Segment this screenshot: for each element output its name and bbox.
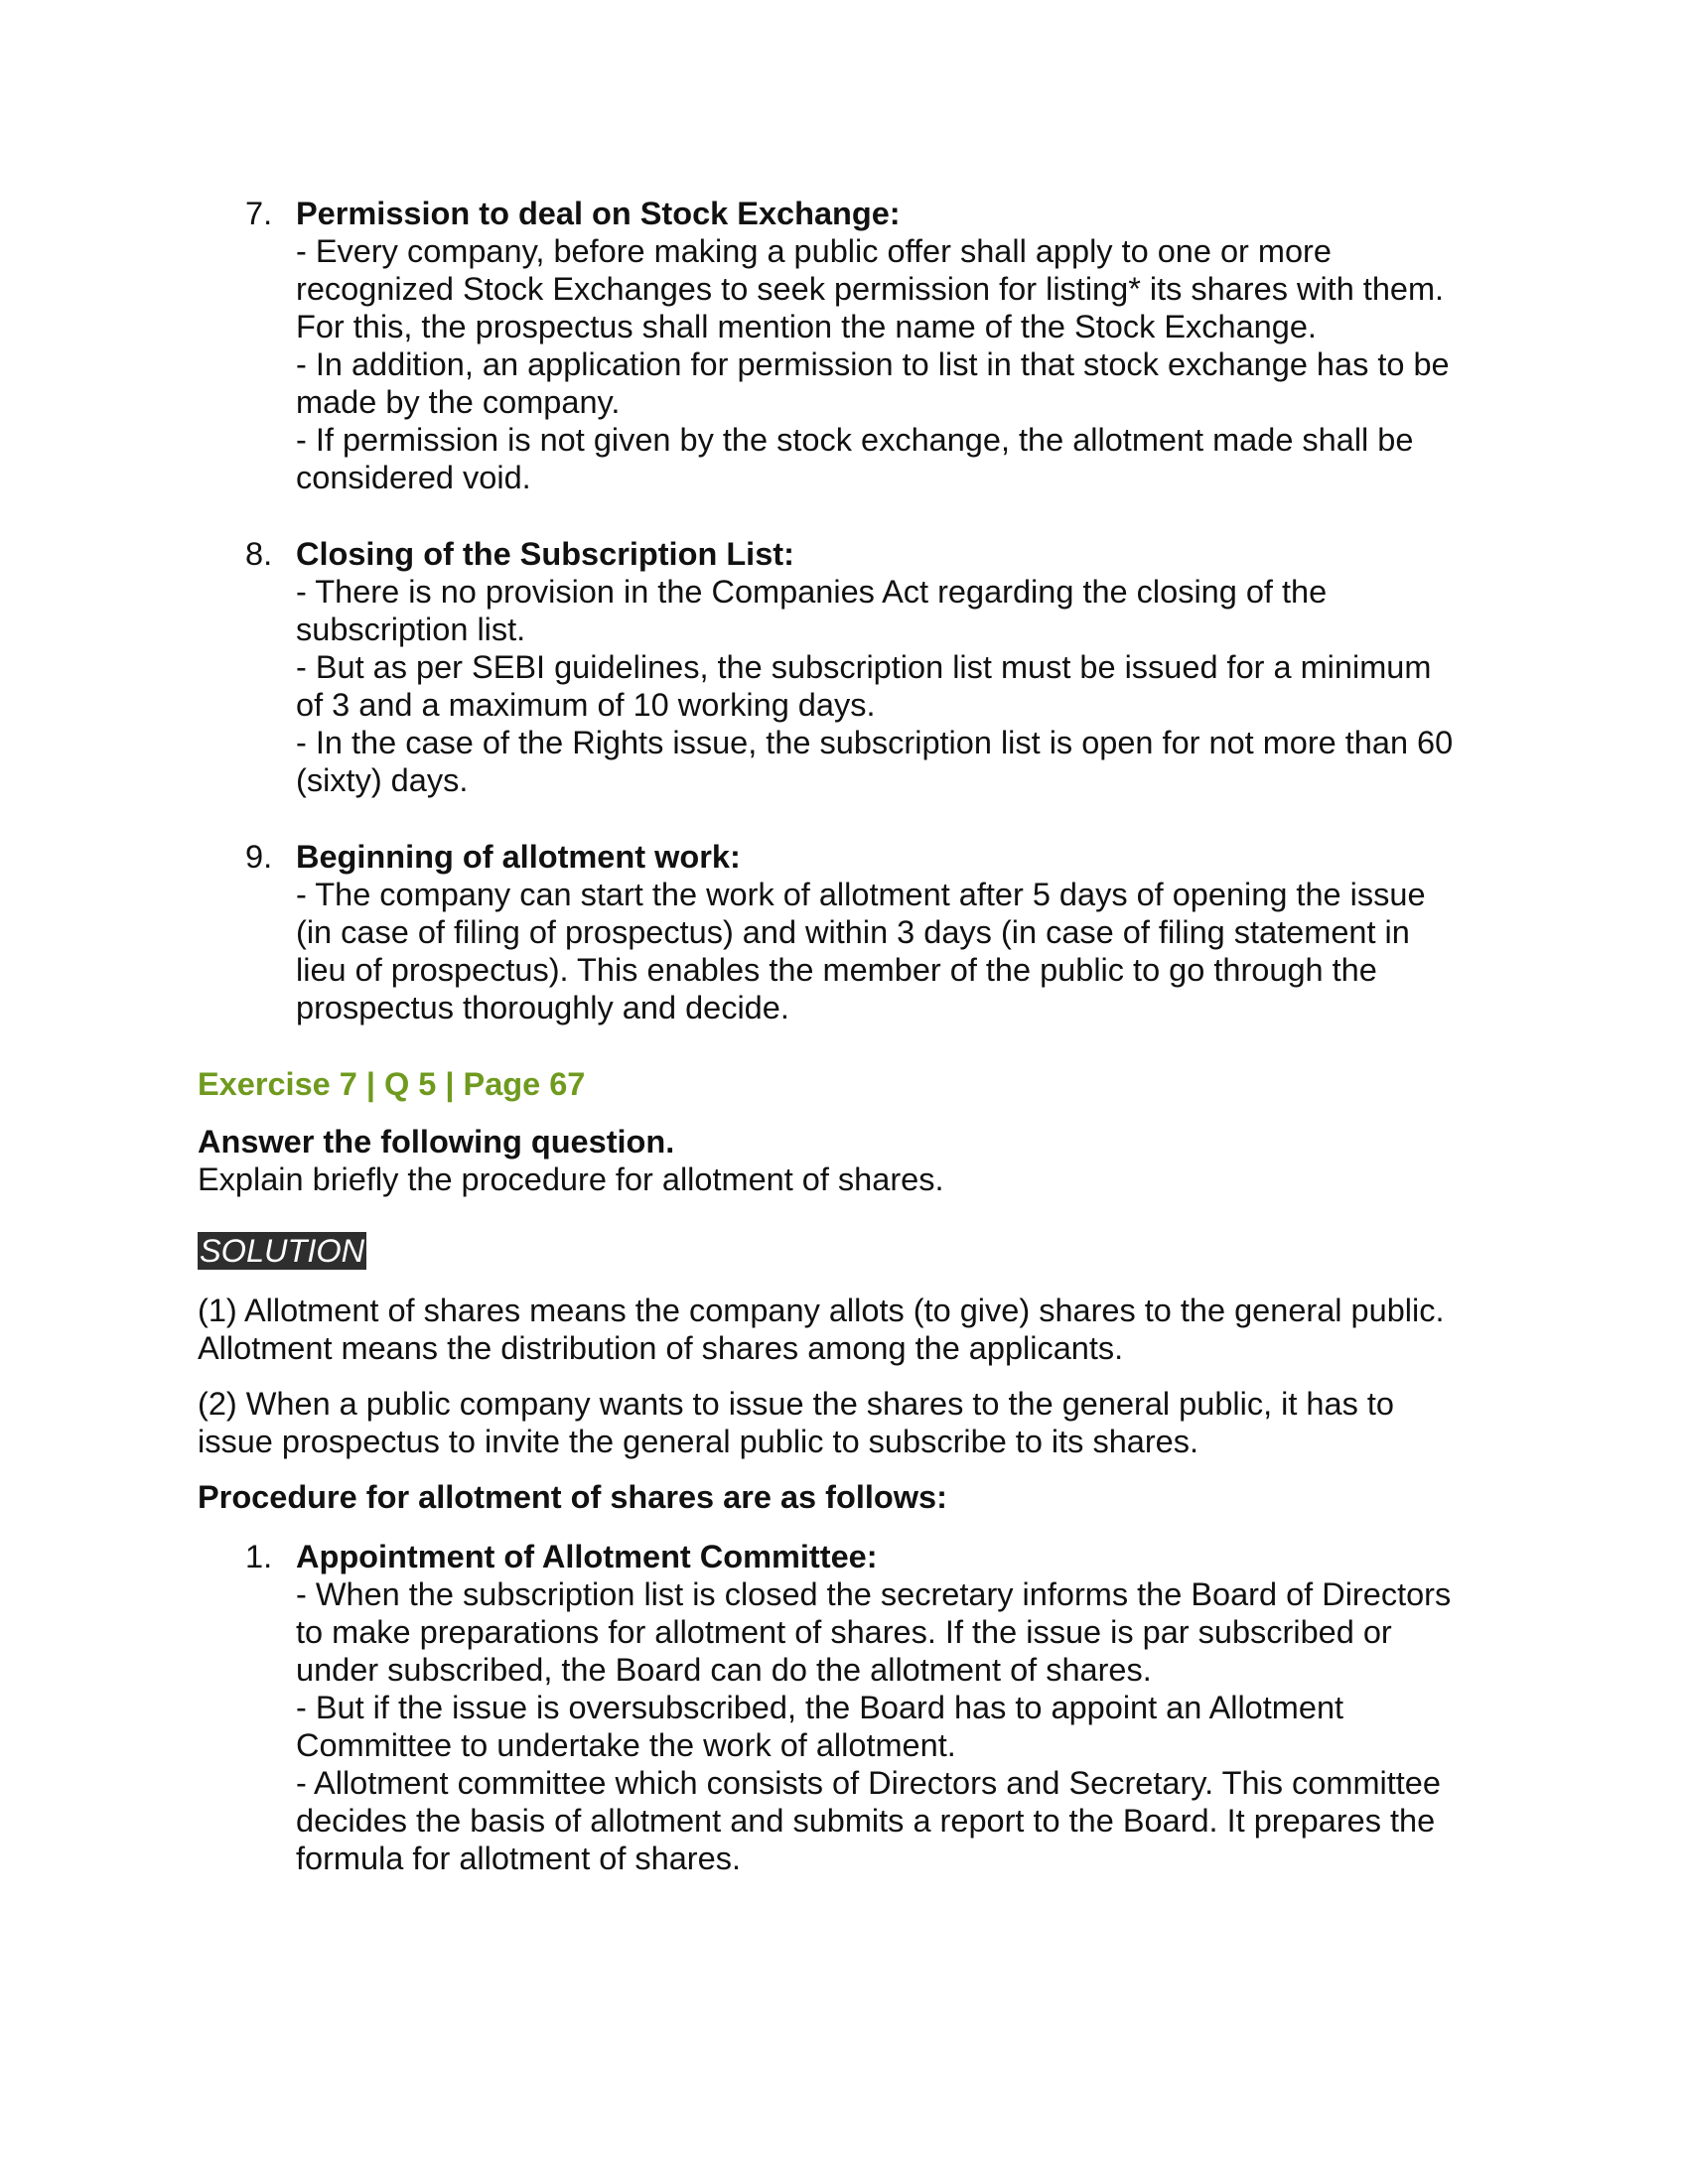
- solution-paragraph-2: [198, 1385, 1488, 1460]
- item-line: - In addition, an application for permission to list in that stock exchange has to be: [296, 346, 1450, 382]
- item-line: subscription list.: [296, 612, 526, 647]
- item-line: recognized Stock Exchanges to seek permission for listing* its shares with them.: [296, 271, 1445, 307]
- item-line: to make preparations for allotment of shares. If the issue is par subscribed or: [296, 1614, 1392, 1650]
- list-item-allotment-committee: [198, 1538, 1488, 1877]
- solution-line: Allotment means the distribution of shares among the applicants.: [198, 1330, 1124, 1366]
- list-item-beginning-allotment-work: [198, 838, 1488, 1026]
- item-line: decides the basis of allotment and submits a report to the Board. It prepares the: [296, 1803, 1436, 1839]
- item-number: 7.: [245, 196, 273, 231]
- item-line: Committee to undertake the work of allotment.: [296, 1727, 956, 1763]
- item-line: lieu of prospectus). This enables the member of the public to go through the: [296, 952, 1377, 988]
- list-item-stock-exchange-permission: [198, 195, 1488, 496]
- item-number: 1.: [245, 1539, 273, 1574]
- item-line: prospectus thoroughly and decide.: [296, 990, 789, 1025]
- item-number: 8.: [245, 536, 273, 572]
- item-line: - Every company, before making a public offer shall apply to one or more: [296, 233, 1332, 269]
- item-line: - When the subscription list is closed the secretary informs the Board of Directors: [296, 1576, 1452, 1612]
- item-line: (sixty) days.: [296, 762, 469, 798]
- solution-paragraph-1: [198, 1292, 1488, 1367]
- item-line: - There is no provision in the Companies Act regarding the closing of the: [296, 574, 1328, 610]
- item-line: made by the company.: [296, 384, 621, 420]
- item-line: For this, the prospectus shall mention the name of the Stock Exchange.: [296, 309, 1317, 344]
- item-title: Closing of the Subscription List:: [296, 536, 794, 572]
- solution-badge: SOLUTION: [200, 1233, 365, 1269]
- solution-line: (1) Allotment of shares means the company allots (to give) shares to the general public.: [198, 1293, 1445, 1328]
- question-text: Explain briefly the procedure for allotment of shares.: [198, 1161, 944, 1197]
- item-line: - But as per SEBI guidelines, the subscription list must be issued for a minimum: [296, 649, 1432, 685]
- solution-line: issue prospectus to invite the general public to subscribe to its shares.: [198, 1424, 1199, 1459]
- question-heading: Answer the following question.: [198, 1124, 675, 1160]
- item-title: Permission to deal on Stock Exchange:: [296, 196, 901, 231]
- item-number: 9.: [245, 839, 273, 875]
- item-title: Beginning of allotment work:: [296, 839, 741, 875]
- solution-line: (2) When a public company wants to issue the shares to the general public, it has to: [198, 1386, 1394, 1422]
- exercise-reference-link[interactable]: Exercise 7 | Q 5 | Page 67: [198, 1066, 586, 1102]
- item-line: of 3 and a maximum of 10 working days.: [296, 687, 876, 723]
- item-line: (in case of filing of prospectus) and within 3 days (in case of filing statement in: [296, 914, 1410, 950]
- list-item-closing-subscription-list: [198, 535, 1488, 799]
- item-title: Appointment of Allotment Committee:: [296, 1539, 878, 1574]
- item-line: - Allotment committee which consists of Directors and Secretary. This committee: [296, 1765, 1441, 1801]
- item-line: formula for allotment of shares.: [296, 1841, 741, 1876]
- item-line: - In the case of the Rights issue, the subscription list is open for not more than 60: [296, 725, 1454, 760]
- item-line: considered void.: [296, 460, 531, 495]
- procedure-heading: Procedure for allotment of shares are as follows:: [198, 1479, 947, 1515]
- item-line: - If permission is not given by the stock exchange, the allotment made shall be: [296, 422, 1414, 458]
- item-line: - The company can start the work of allotment after 5 days of opening the issue: [296, 877, 1426, 912]
- document-page: [198, 195, 1488, 1916]
- item-line: - But if the issue is oversubscribed, the Board has to appoint an Allotment: [296, 1690, 1344, 1725]
- item-line: under subscribed, the Board can do the allotment of shares.: [296, 1652, 1152, 1688]
